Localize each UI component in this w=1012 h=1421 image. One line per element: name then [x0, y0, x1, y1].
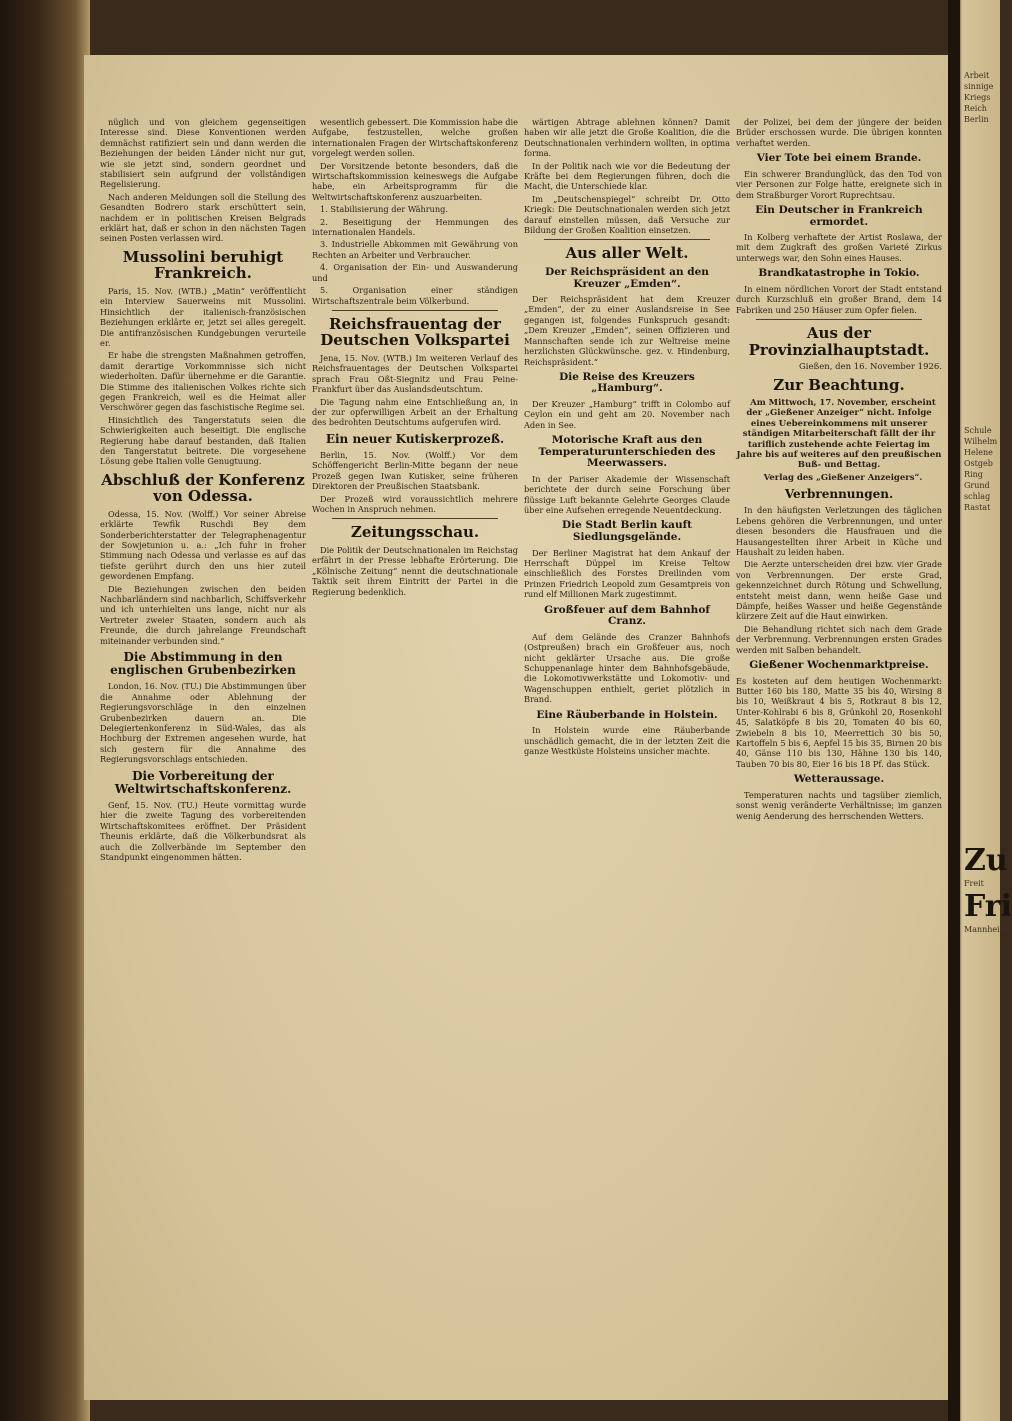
list-item: 1. Stabilisierung der Währung.	[320, 204, 449, 215]
headline-mussolini: Mussolini beruhigt Frankreich.	[122, 247, 284, 283]
kraft-p: In der Pariser Akademie der Wissenschaft berichtete der durch seine Forschung über flüssige Luft bekannte Gelehrte Georges Claude über eine Aufsehen erregende Neuentdeckung.	[524, 473, 730, 516]
brand-p: Ein schwerer Brandunglück, das den Tod von vier Personen zur Folge hatte, ereignete sich in dem Straßburger Vorort Ruprechtsau.	[736, 168, 942, 200]
list-item: 3. Industrielle Abkommen mit Gewährung von Rechten an Arbeiter und Verbraucher.	[312, 239, 518, 260]
divider	[332, 518, 498, 519]
edge-text: Grund	[964, 481, 990, 490]
c3-intro-1: wärtigen Abtrage ablehnen können? Damit haben wir alle jetzt die Große Koalition, die die Deutschnationalen verhindern wollten, in optima forma.	[524, 117, 730, 159]
tokio-p: In einem nördlichen Vorort der Stadt entstand durch Kurzschluß ein großer Brand, dem 14 Fabriken und 250 Häuser zum Opfer fielen.	[736, 283, 942, 315]
list-item: 5. Organisation einer ständigen Wirtschaftszentrale beim Völkerbund.	[312, 285, 518, 306]
markt-p: Es kosteten auf dem heutigen Wochenmarkt: Butter 160 bis 180, Matte 35 bis 40, Wirsing 8 bis 10, Weißkraut 4 bis 5, Rotkraut 8 bis 12, Unter-Kohlrabi 6 bis 8, Grünkohl 20, Rosenkohl 45, Salatköpfe 8 bis 20, Tomaten 40 bis 60, Zwiebeln 8 bis 10, Meerrettich 30 bis 50, Kartoffeln 5 bis 6, Aepfel 15 bis 35, Birnen 20 bis 40, Gänse 110 bis 130, Hähne 130 bis 140, Tauben 70 bis 80, Eier 16 bis 18 Pf. das Stück.	[736, 675, 942, 769]
edge-text: Ring	[964, 470, 983, 479]
headline-odessa: Abschluß der Konferenz von Odessa.	[101, 470, 305, 506]
adjacent-page-edge	[948, 0, 1012, 1421]
mussolini-p2: Er habe die strengsten Maßnahmen getroffen, damit derartige Vorkommnisse sich nicht wiederholten. Dafür übernehme er die Garantie. Die Stimme des italienischen Volkes richte sich gegen Frankreich, weil es die Heimat aller Verschwörer gegen das faschistische Regime sei.	[100, 350, 306, 413]
subhead-berlin: Die Stadt Berlin kauft Siedlungsgelände.	[562, 519, 692, 544]
subhead-frankreich: Ein Deutscher in Frankreich ermordet.	[755, 203, 923, 228]
berlin-p: Der Berliner Magistrat hat dem Ankauf der Herrschaft Düppel im Kreise Teltow einschließlich des Forstes Dreilinden vom Prinzen Friedrich Leopold zum Gesamtpreis von rund elf Millionen Mark zugestimmt.	[524, 547, 730, 600]
spiegel-p: Im „Deutschenspiegel“ schreibt Dr. Otto Kriegk: Die Deutschnationalen werden sich jetzt darauf einstellen müssen, daß Versuche zur Bildung der Großen Koalition einsetzen.	[524, 193, 730, 236]
newspaper-page	[84, 55, 952, 1400]
column-4	[736, 117, 942, 1387]
c3-intro-2: In der Politik nach wie vor die Bedeutung der Kräfte bei dem Regierungen führen, doch die Macht, die Unterschiede klar.	[524, 160, 730, 192]
divider	[756, 319, 922, 320]
edge-text: Freit	[964, 879, 984, 888]
subhead-hamburg: Die Reise des Kreuzers „Hamburg“.	[559, 370, 695, 395]
hamburg-p: Der Kreuzer „Hamburg“ trifft in Colombo auf Ceylon ein und geht am 20. November nach Aden in See.	[524, 399, 730, 430]
binding-shadow	[0, 0, 90, 1421]
verbrennungen-p3: Die Behandlung richtet sich nach dem Grade der Verbrennung. Verbrennungen ersten Grades werden mit Salben behandelt.	[736, 623, 942, 655]
headline-kutisker: Ein neuer Kutiskerprozeß.	[325, 431, 505, 446]
column-3	[524, 117, 730, 1387]
verbrennungen-p2: Die Aerzte unterscheiden drei bzw. vier Grade von Verbrennungen. Der erste Grad, gekennzeichnet durch Rötung und Schwellung, entsteht meist dann, wenn heiße Gase und Dämpfe, heißes Wasser und heiße Gegenstände kürzere Zeit auf die Haut einwirken.	[736, 559, 942, 622]
subhead-emden: Der Reichspräsident an den Kreuzer „Emden“.	[545, 265, 709, 290]
headline-reichsfrauentag: Reichsfrauentag der Deutschen Volkspartei	[320, 314, 510, 350]
holstein-p: In Holstein wurde eine Räuberbande unschädlich gemacht, die in der letzten Zeit die ganze Westküste Holsteins unsicher machte.	[524, 725, 730, 756]
headline-beachtung: Zur Beachtung.	[773, 376, 905, 395]
edge-text: Rastat	[964, 503, 991, 512]
subhead-kraft: Motorische Kraft aus den Temperaturunterschieden des Meerwassers.	[538, 434, 716, 470]
subhead-holstein: Eine Räuberbande in Holstein.	[536, 708, 718, 721]
subhead-markt: Gießener Wochenmarktpreise.	[749, 659, 929, 672]
page-gutter	[948, 0, 960, 1421]
column-2	[312, 117, 518, 1387]
divider	[332, 310, 498, 311]
mussolini-p1: Paris, 15. Nov. (WTB.) „Matin“ veröffentlicht ein Interview Sauerweins mit Mussolini. Hinsichtlich der italienisch-französischen Beziehungen erklärte er, jetzt sei alles geregelt. Die antifranzösischen Kundgebungen verurteile er.	[100, 285, 306, 348]
edge-text: sinnige	[964, 82, 994, 91]
edge-headline: Fri	[964, 889, 1012, 924]
c1-intro-1: nüglich und von gleichem gegenseitigen Interesse sind. Diese Konventionen werden demnächst ratifiziert sein und dann werden die Beziehungen der beiden Länder nicht nur gut, wie sie jetzt sind, sondern geordnet und stabilisiert sein aufgrund der vollständigen Regelisierung.	[100, 117, 306, 190]
list-item: 4. Organisation der Ein- und Auswanderung und	[312, 262, 518, 283]
odessa-p2: Die Beziehungen zwischen den beiden Nachbarländern sind nachbarlich, Schiffsverkehr und ich unterhielten uns lange, nicht nur als Vertreter zweier Staaten, sondern auch als Freunde, die durch jahrelange Freundschaft miteinander verbunden sind.“	[100, 583, 306, 646]
reichsfrauentag-p1: Jena, 15. Nov. (WTB.) Im weiteren Verlauf des Reichsfrauentages der Deutschen Volkspartei sprach Frau Oßt-Siegnitz und Frau Peine-Frankfurt über das Auslandsdeutschtum.	[312, 352, 518, 395]
zeitungsschau-p1: Die Politik der Deutschnationalen im Reichstag erfährt in der Presse lebhafte Erörterung. Die „Kölnische Zeitung“ nennt die deutschnationale Taktik seit ihrem Eintritt der Partei in die Regierung bedenklich.	[312, 544, 518, 597]
headline-provinzialhauptstadt: Aus der Provinzialhauptstadt.	[748, 324, 930, 359]
edge-text: Kriegs	[964, 93, 991, 102]
edge-text: Helene	[964, 448, 993, 457]
dateline: Gießen, den 16. November 1926.	[798, 362, 942, 373]
headline-abstimmung: Die Abstimmung in den englischen Grubenbezirken	[110, 650, 296, 678]
list-item: 2. Beseitigung der Hemmungen des internationalen Handels.	[312, 216, 518, 238]
wetter-p: Temperaturen nachts und tagsüber ziemlich, sonst wenig veränderte Verhältnisse; im ganzen wenig Aenderung des herrschenden Wetters.	[736, 789, 942, 821]
subhead-cranz: Großfeuer auf dem Bahnhof Cranz.	[544, 603, 710, 628]
kutisker-p1: Berlin, 15. Nov. (Wolff.) Vor dem Schöffengericht Berlin-Mitte begann der neue Prozeß gegen Iwan Kutisker, seine früheren Direktoren der Preußischen Staatsbank.	[312, 449, 518, 492]
headline-aus-aller-welt: Aus aller Welt.	[565, 244, 689, 263]
headline-vorbereitung: Die Vorbereitung der Weltwirtschaftskonferenz.	[114, 768, 292, 796]
divider	[544, 239, 710, 240]
kutisker-p2: Der Prozeß wird voraussichtlich mehrere Wochen in Anspruch nehmen.	[312, 493, 518, 514]
mussolini-p3: Hinsichtlich des Tangerstatuts seien die Schwierigkeiten auch beseitigt. Die englische Regierung habe darauf bestanden, daß Italien den Tangerstatut beitrete. Die vorgesehene Lösung gebe Italien volle Genugtuung.	[100, 414, 306, 467]
edge-text: Ostgeb	[964, 459, 993, 468]
edge-text: Arbeit	[964, 71, 990, 80]
notice-text: Am Mittwoch, 17. November, erscheint der „Gießener Anzeiger“ nicht. Infolge eines Uebereinkommens mit unserer ständigen Mitarbeiterschaft fällt der ihr tariflich zustehende achte Feiertag im Jahre bis auf weiteres auf den preußischen Buß- und Bettag.	[736, 397, 942, 471]
c4-intro-1: der Polizei, bei dem der jüngere der beiden Brüder erschossen wurde. Die übrigen konnten verhaftet werden.	[736, 117, 942, 148]
subhead-tokio: Brandkatastrophe in Tokio.	[758, 267, 920, 280]
headline-zeitungsschau: Zeitungsschau.	[350, 523, 480, 542]
c2-intro-2: Der Vorsitzende betonte besonders, daß die Wirtschaftskommission keineswegs die Aufgabe habe, ein Arbeitsprogramm für die Weltwirtschaftskonferenz auszuarbeiten.	[312, 160, 518, 202]
edge-headline: Zu	[964, 843, 1008, 878]
subhead-wetter: Wetteraussage.	[793, 773, 885, 786]
reichsfrauentag-p2: Die Tagung nahm eine Entschließung an, in der zur opferwilligen Arbeit an der Erhaltung des bedrohten Deutschtums aufgerufen wird.	[312, 396, 518, 428]
odessa-p1: Odessa, 15. Nov. (Wolff.) Vor seiner Abreise erklärte Tewfik Ruschdi Bey dem Sonderberichterstatter der Telegraphenagentur der Sowjetunion u. a.: „Ich fuhr in froher Stimmung nach Odessa und verlasse es auf das tiefste gerührt durch den uns hier zuteil gewordenen Empfang.	[100, 508, 306, 582]
edge-text: Berlin	[964, 115, 989, 124]
edge-text: schlag	[964, 492, 991, 501]
edge-text: Mannheim	[964, 925, 1008, 934]
headline-verbrennungen: Verbrennungen.	[784, 487, 894, 502]
subhead-brand: Vier Tote bei einem Brande.	[756, 152, 922, 165]
notice-signature: Verlag des „Gießener Anzeigers“.	[763, 472, 923, 483]
edge-text: Reich	[964, 104, 987, 113]
vorbereitung-p1: Genf, 15. Nov. (TU.) Heute vormittag wurde hier die zweite Tagung des vorbereitenden Wirtschaftskomitees eröffnet. Der Präsident Theunis erklärte, daß die Völkerbundsrat als auch die Zollverbände im September den Standpunkt eingenommen hätten.	[100, 800, 306, 863]
edge-text: Schule	[964, 426, 992, 435]
abstimmung-p1: London, 16. Nov. (TU.) Die Abstimmungen über die Annahme oder Ablehnung der Regierungsvorschläge in den einzelnen Grubenbezirken dauern an. Die Delegiertenkonferenz in Süd-Wales, das als Hochburg der Extremen angesehen wurde, hat sich gestern für die Annahme des Regierungsvorschlags entschieden.	[100, 681, 306, 765]
c1-intro-2: Nach anderen Meldungen soll die Stellung des Gesandten Bodrero stark erschüttert sein, nachdem er in politischen Kreisen Belgrads erklärt hat, daß er schon in den nächsten Tagen seinen Posten verlassen wird.	[100, 191, 306, 244]
cranz-p: Auf dem Gelände des Cranzer Bahnhofs (Ostpreußen) brach ein Großfeuer aus, noch nicht geklärter Ursache aus. Die große Schuppenanlage hinter dem Bahnhofsgebäude, die Lokomotivwerkstätte und Lokomotiv- und Wagenschuppen enthielt, geriet plötzlich in Brand.	[524, 631, 730, 705]
edge-text: Wilhelm	[964, 437, 998, 446]
frankreich-p: In Kolberg verhaftete der Artist Roslawa, der mit dem Zugkraft des großen Varieté Zirkus unterwegs war, den Sohn eines Hauses.	[736, 232, 942, 263]
verbrennungen-p1: In den häufigsten Verletzungen des täglichen Lebens gehören die Verbrennungen, und unter diesen besonders die Hausfrauen und die Hausangestellten ihrer Arbeit in Küche und Haushalt zu leiden haben.	[736, 505, 942, 558]
emden-p: Der Reichspräsident hat dem Kreuzer „Emden“, der zu einer Auslandsreise in See gegangen ist, folgendes Funkspruch gesandt: „Dem Kreuzer „Emden“, seinen Offizieren und Mannschaften sende ich zur Weltreise meine herzlichsten Glückwünsche. gez. v. Hindenburg, Reichspräsident.“	[524, 294, 730, 367]
c2-intro-1: wesentlich gebessert. Die Kommission habe die Aufgabe, festzustellen, welche großen internationalen Fragen der Wirtschaftskonferenz vorgelegt werden sollen.	[312, 117, 518, 159]
column-1	[100, 117, 306, 1387]
